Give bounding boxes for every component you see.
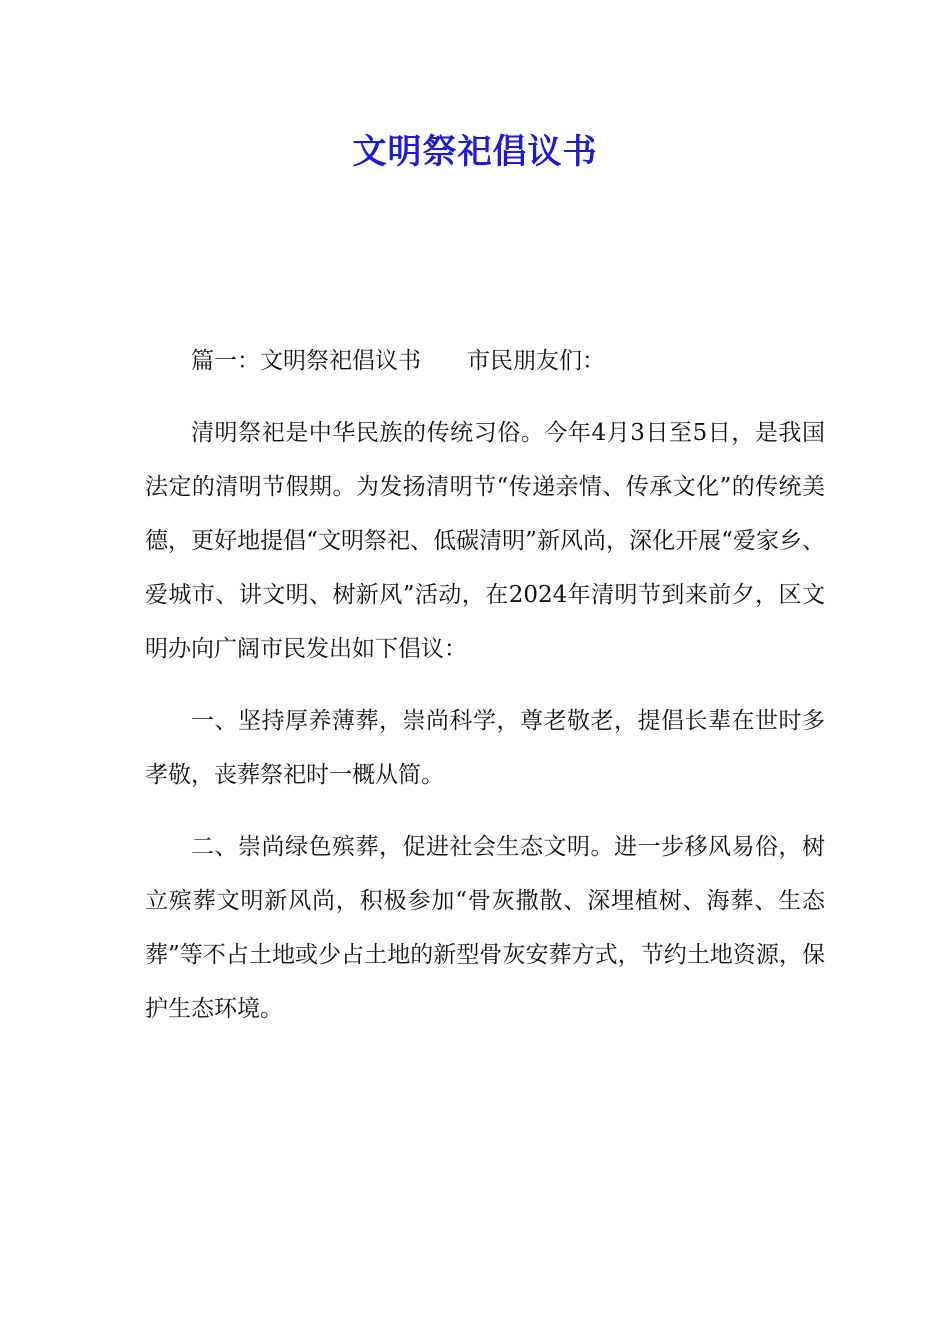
document-body bbox=[145, 334, 825, 1054]
part-heading: 篇一：文明祭祀倡议书 bbox=[191, 348, 421, 374]
paragraph-item-2: 二、崇尚绿色殡葬，促进社会生态文明。进一步移风易俗，树立殡葬文明新风尚，积极参加“骨灰撒散、深埋植树、海葬、生态葬”等不占土地或少占土地的新型骨灰安葬方式，节约土地资源，保护生态环境。 bbox=[145, 834, 825, 1022]
salutation: 市民朋友们： bbox=[467, 348, 605, 374]
document-title: 文明祭祀倡议书 bbox=[352, 132, 598, 172]
heading-line bbox=[145, 334, 825, 388]
paragraph-item-1: 一、坚持厚养薄葬，崇尚科学，尊老敬老，提倡长辈在世时多孝敬，丧葬祭祀时一概从简。 bbox=[145, 708, 825, 788]
paragraph-intro: 清明祭祀是中华民族的传统习俗。今年4月3日至5日，是我国法定的清明节假期。为发扬清明节“传递亲情、传承文化”的传统美德，更好地提倡“文明祭祀、低碳清明”新风尚，深化开展“爱家乡、爱城市、讲文明、树新风”活动，在2024年清明节到来前夕，区文明办向广阔市民发出如下倡议： bbox=[145, 420, 825, 662]
